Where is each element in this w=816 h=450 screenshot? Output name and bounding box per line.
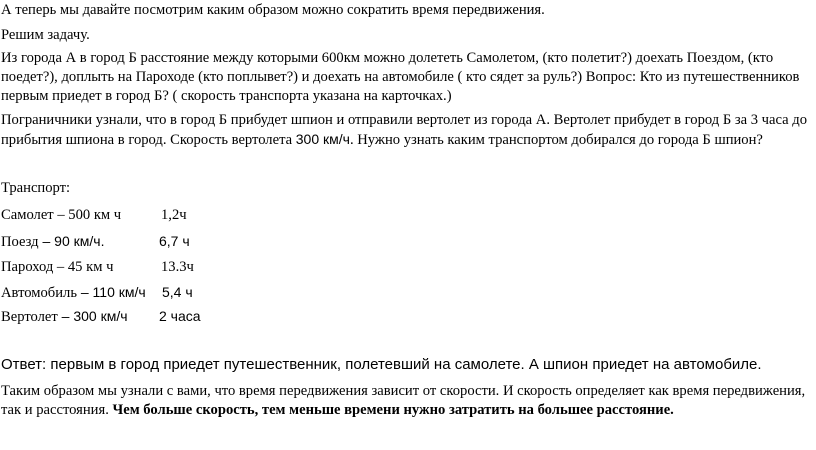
problem-paragraph: Из города А в город Б расстояние между которыми 600км можно долететь Самолетом, (кто полетит?) доехать Поездом, (кто поедет?), доплыть на Пароходе (кто поплывет?) и доехать на автомобиле ( кто сядет за руль?) Вопрос: Кто из путешественников первым приедет в город Б? ( скорость транспорта указана на карточках.) [1, 50, 800, 104]
transport-speed: – 110 км/ч [76, 284, 146, 300]
transport-name: Самолет – 500 км ч [1, 207, 122, 223]
spy-text-end: . Нужно узнать каким транспортом добирался до города Б шпион? [349, 132, 763, 148]
solve-text: Решим задачу. [1, 27, 90, 43]
conclusion-text: Таким образом мы узнали с вами, что время передвижения зависит от скорости. И скорость определяет как время передвижения, так и расстояния. [1, 383, 806, 418]
transport-heading: Транспорт: [1, 180, 71, 196]
transport-speed: – 300 км/ч [57, 308, 128, 324]
helicopter-speed: 300 км/ч [295, 131, 350, 147]
spy-text-start: Пограничники узнали, что в город Б прибудет шпион и отправили вертолет из города А. Вертолет прибудет в город Б за 3 часа до прибытия шпиона в город. Скорость вертолета [1, 112, 808, 148]
conclusion-paragraph [1, 382, 813, 420]
transport-name: Вертолет [1, 309, 58, 325]
transport-name: Пароход – 45 км ч [1, 259, 114, 275]
transport-time: 1,2ч [161, 207, 187, 223]
transport-time: 5,4 ч [162, 284, 193, 300]
transport-name: Поезд [1, 234, 39, 250]
answer-text: Ответ: первым в город приедет путешественник, полетевший на самолете. А шпион приедет на автомобиле. [1, 356, 762, 373]
transport-speed: – 90 км/ч. [38, 233, 105, 249]
transport-time: 6,7 ч [159, 233, 190, 249]
transport-name: Автомобиль [1, 285, 77, 301]
conclusion-bold-text: Чем больше скорость, тем меньше времени нужно затратить на большее расстояние. [112, 402, 674, 418]
spy-paragraph [1, 111, 813, 150]
transport-time: 2 часа [159, 308, 201, 324]
transport-time: 13.3ч [161, 259, 194, 275]
intro-text: А теперь мы давайте посмотрим каким образом можно сократить время передвижения. [1, 2, 545, 18]
